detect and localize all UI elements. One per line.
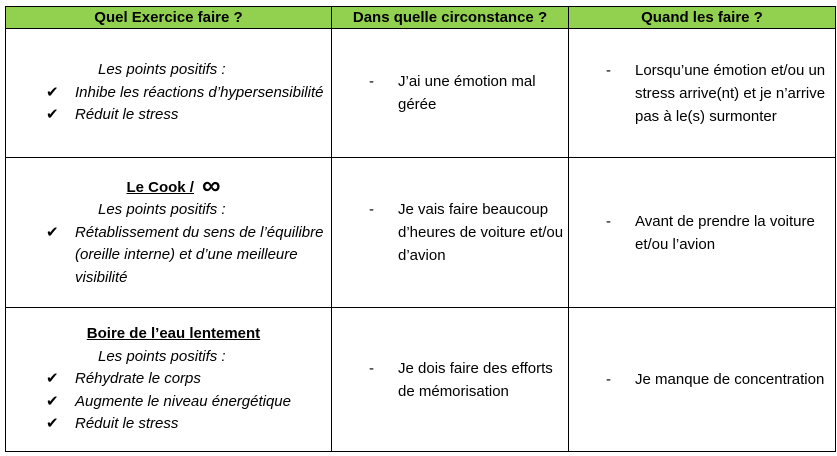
table-row <box>6 158 836 308</box>
circumstance-cell <box>332 29 569 158</box>
header-exercise: Quel Exercice faire ? <box>6 7 332 29</box>
positives-label: Les points positifs : <box>98 61 226 79</box>
when-text: Lorsqu’une émotion et/ou un stress arrive(nt) et je n’arrive pas à le(s) surmonter <box>635 61 826 125</box>
exercise-cell <box>6 158 332 308</box>
circumstance-cell <box>332 308 569 452</box>
exercise-title-text: Le Cook / <box>126 178 194 196</box>
dash-bullet: - <box>606 61 611 79</box>
when-text: Avant de prendre la voiture et/ou l’avion <box>635 212 815 253</box>
circumstance-text: Je vais faire beaucoup d’heures de voiture et/ou d’avion <box>398 201 564 264</box>
positive-text: Rétablissement du sens de l’équilibre (oreille interne) et d’une meilleure visibilité <box>75 223 324 286</box>
positive-item <box>46 391 331 414</box>
checkmark-icon: ✔ <box>46 370 59 388</box>
dash-bullet: - <box>369 359 374 377</box>
checkmark-icon: ✔ <box>46 392 59 410</box>
table-row <box>6 308 836 452</box>
header-when: Quand les faire ? <box>569 7 836 29</box>
circumstance-text: J’ai une émotion mal gérée <box>398 73 536 113</box>
positives-label: Les points positifs : <box>98 201 226 219</box>
checkmark-icon: ✔ <box>46 415 59 433</box>
positive-text: Augmente le niveau énergétique <box>75 392 291 410</box>
positive-item <box>46 368 331 391</box>
when-text: Je manque de concentration <box>635 371 825 388</box>
dash-bullet: - <box>606 371 611 388</box>
when-cell <box>569 158 836 308</box>
positive-text: Inhibe les réactions d’hypersensibilité <box>75 83 324 101</box>
dash-bullet: - <box>369 73 374 90</box>
checkmark-icon: ✔ <box>46 223 59 241</box>
checkmark-icon: ✔ <box>46 83 59 101</box>
positive-text: Réhydrate le corps <box>75 370 201 388</box>
infinity-icon: ∞ <box>201 169 221 200</box>
exercise-cell <box>6 308 332 452</box>
circumstance-text: Je dois faire des efforts de mémorisation <box>398 359 553 400</box>
when-cell <box>569 308 836 452</box>
positives-label: Les points positifs : <box>98 347 226 365</box>
header-row <box>6 7 836 29</box>
exercise-title <box>46 323 301 346</box>
header-circumstance: Dans quelle circonstance ? <box>332 7 569 29</box>
positive-item <box>46 104 331 127</box>
positive-text: Réduit le stress <box>75 415 179 433</box>
positive-item <box>46 82 331 105</box>
positive-item <box>46 413 331 436</box>
exercise-cell <box>6 29 332 158</box>
dash-bullet: - <box>606 212 611 230</box>
exercise-table <box>5 6 836 452</box>
circumstance-cell <box>332 158 569 308</box>
checkmark-icon: ✔ <box>46 106 59 124</box>
positive-text: Réduit le stress <box>75 106 179 124</box>
dash-bullet: - <box>369 201 374 218</box>
table-row <box>6 29 836 158</box>
when-cell <box>569 29 836 158</box>
positive-item <box>46 222 331 290</box>
exercise-title <box>46 169 301 200</box>
exercise-title-text: Boire de l’eau lentement <box>86 325 261 343</box>
